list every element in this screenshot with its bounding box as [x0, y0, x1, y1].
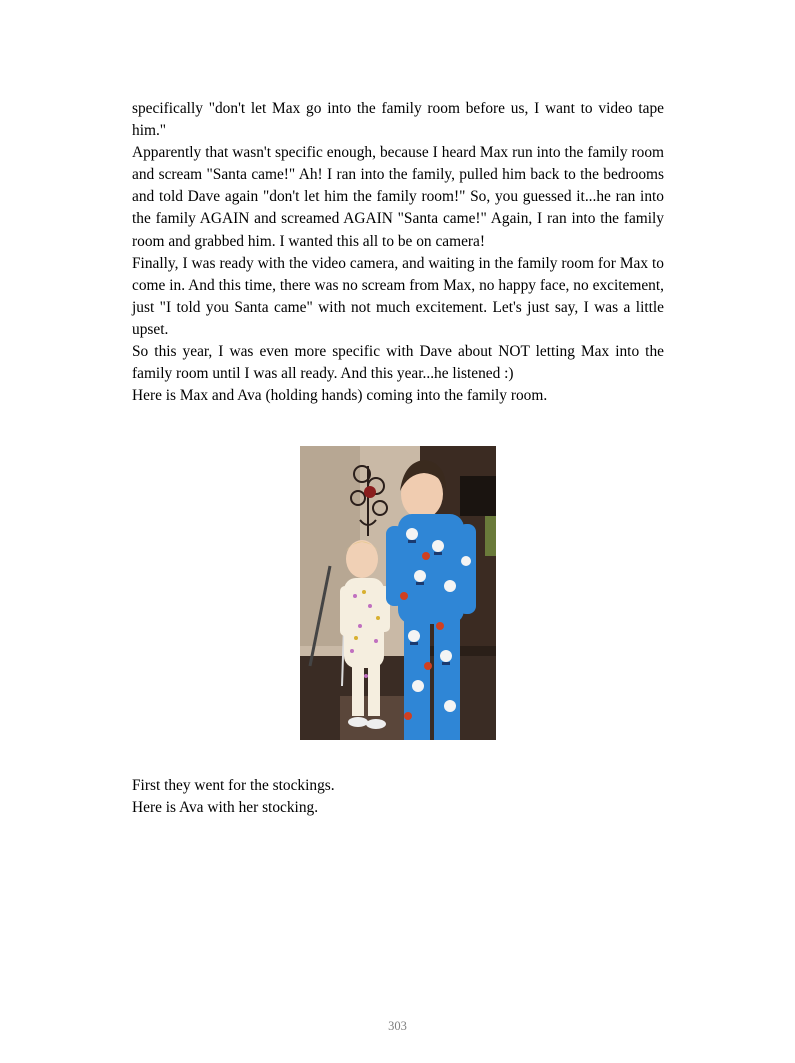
caption-line-2: Here is Ava with her stocking.	[132, 799, 319, 817]
paragraph-4: So this year, I was even more specific with Dave about NOT letting Max into the family room until I was all ready. And this year...he listened :)	[132, 343, 664, 383]
page-number: 303	[388, 1019, 407, 1033]
paragraph-5: Here is Max and Ava (holding hands) coming into the family room.	[132, 387, 548, 405]
body-text-top	[132, 98, 664, 407]
caption-line-1: First they went for the stockings.	[132, 777, 335, 794]
paragraph-1: specifically "don't let Max go into the family room before us, I want to video tape him."	[132, 100, 664, 140]
body-text-bottom	[132, 775, 664, 819]
family-photo	[300, 446, 496, 740]
paragraph-2: Apparently that wasn't specific enough, because I heard Max run into the family room and scream "Santa came!" Ah! I ran into the family, pulled him back to the bedrooms and told Dave again "don't let him the family room!" So, you guessed it...he ran into the family AGAIN and screamed AGAIN "Santa came!" Again, I ran into the family room and grabbed him. I wanted this all to be on camera!	[132, 144, 664, 250]
paragraph-3: Finally, I was ready with the video camera, and waiting in the family room for Max to come in. And this time, there was no scream from Max, no happy face, no excitement, just "I told you Santa came" with not much excitement. Let's just say, I was a little upset.	[132, 254, 664, 338]
